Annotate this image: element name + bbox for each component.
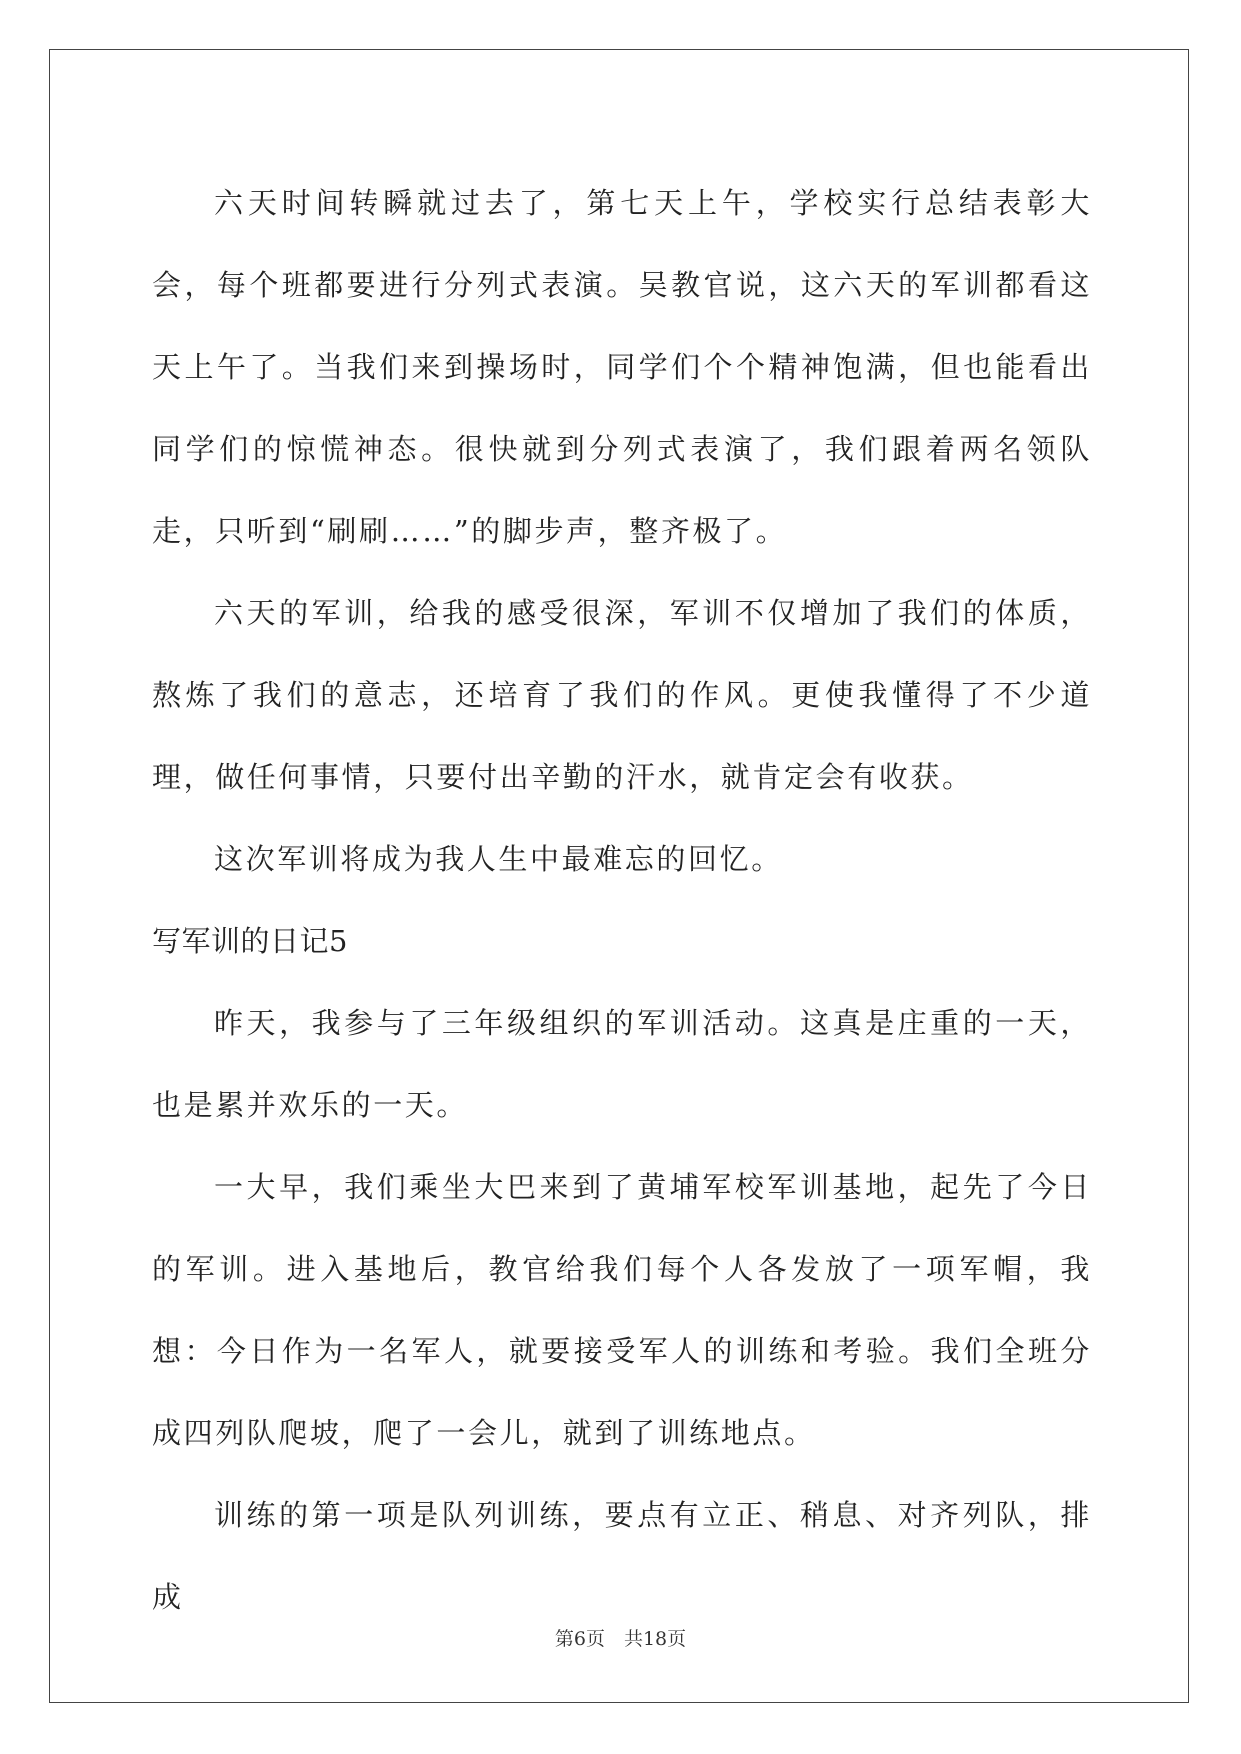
paragraph: 昨天，我参与了三年级组织的军训活动。这真是庄重的一天，也是累并欢乐的一天。 <box>152 1006 1092 1122</box>
section-heading: 写军训的日记5 <box>152 924 348 958</box>
paragraph: 训练的第一项是队列训练，要点有立正、稍息、对齐列队，排成 <box>152 1498 1092 1614</box>
paragraph: 这次军训将成为我人生中最难忘的回忆。 <box>214 842 783 876</box>
paragraph: 一大早，我们乘坐大巴来到了黄埔军校军训基地，起先了今日的军训。进入基地后，教官给我们每个人各发放了一项军帽，我想：今日作为一名军人，就要接受军人的训练和考验。我们全班分成四列队爬坡，爬了一会儿，就到了训练地点。 <box>152 1170 1092 1450</box>
paragraph: 六天时间转瞬就过去了，第七天上午，学校实行总结表彰大会，每个班都要进行分列式表演。吴教官说，这六天的军训都看这天上午了。当我们来到操场时，同学们个个精神饱满，但也能看出同学们的惊慌神态。很快就到分列式表演了，我们跟着两名领队走，只听到“刷刷……”的脚步声，整齐极了。 <box>152 186 1092 548</box>
page-number-footer: 第6页 共18页 <box>554 1628 687 1650</box>
paragraph: 六天的军训，给我的感受很深，军训不仅增加了我们的体质，熬炼了我们的意志，还培育了我们的作风。更使我懂得了不少道理，做任何事情，只要付出辛勤的汗水，就肯定会有收获。 <box>152 596 1092 794</box>
document-body <box>152 162 1092 1638</box>
